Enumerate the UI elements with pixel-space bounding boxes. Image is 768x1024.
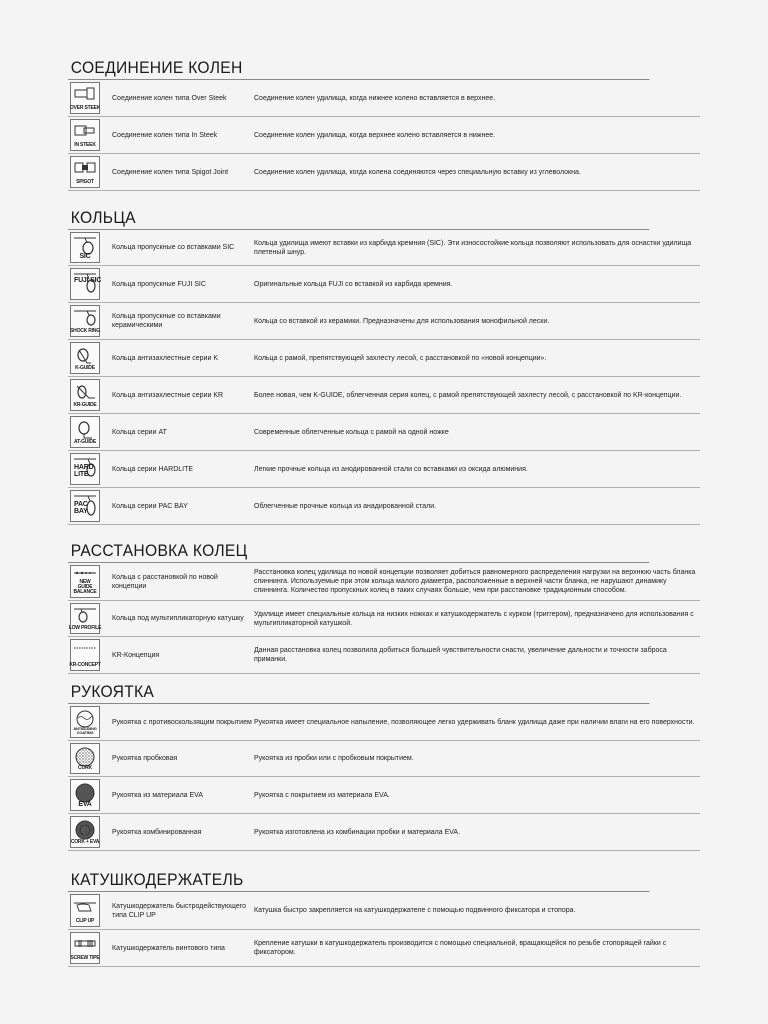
list-item (68, 704, 700, 741)
section-handle (68, 681, 700, 851)
item-name: Кольца пропускные со вставками SIC (112, 244, 235, 251)
list-item (68, 814, 700, 851)
list-item (68, 741, 700, 777)
eva-icon: EVA (70, 779, 100, 811)
item-description: Расстановка колец удилища по новой концепции позволяет добиться равномерного распределения нагрузки на верхнюю часть бланка спиннинга. Используемые при этом кольца малого диаметра, расположенные в верхней части бланка, не нарушают динамику спиннинга. Количество пропускных колец в таких случаях больше, чем при расстановке традиционным способом. (254, 569, 696, 594)
item-description: Легкие прочные кольца из анодированной стали со вставками из оксида алюминия. (254, 465, 528, 473)
clip-up-icon: CLIP UP (70, 894, 100, 927)
item-description: Кольца удилища имеют вставки из карбида кремния (SIC). Эти износостойкие кольца позволяют использовать для оснастки удилища плетеный шнур. (254, 239, 692, 256)
cork-icon: CORK (70, 743, 100, 774)
item-description: Рукоятка из пробки или с пробковым покрытием. (254, 755, 414, 762)
list-item (68, 414, 700, 451)
item-name: Кольца серии HARDLITE (112, 465, 194, 473)
k-guide-icon: K-GUIDE (70, 342, 100, 374)
item-name: Кольца антизахлестные серии K (112, 354, 219, 362)
list-item (68, 117, 700, 154)
list-item (68, 637, 700, 674)
item-description: Более новая, чем K-GUIDE, облегченная серия колец, с рамой препятствующей захлесту лесой, с расстановкой по KR-концепции. (254, 391, 682, 399)
item-description: Соединение колен удилища, когда нижнее колено вставляется в верхнее. (254, 94, 496, 102)
item-description: Рукоятка имеет специальное напыление, позволяющее легко удерживать бланк удилища даже при наличии влаги на его поверхности. (254, 718, 695, 726)
hardlite-icon: HARD LITE (70, 453, 100, 485)
list-item (68, 777, 700, 814)
section-title: РАССТАНОВКА КОЛЕЦ (68, 540, 649, 563)
section-placement (68, 540, 700, 674)
item-name: Кольца под мультипликаторную катушку (112, 615, 244, 622)
at-guide-icon: AT-GUIDE (70, 416, 100, 448)
list-item (68, 930, 700, 967)
item-name: Соединение колен типа Over Steek (112, 94, 227, 102)
item-description: Данная расстановка колец позволила добиться большей чувствительности снасти, увеличение дальности и точности заброса приманки. (254, 647, 667, 663)
low-profile-icon: LOW PROFILE (70, 603, 100, 634)
list-item (68, 80, 700, 117)
item-description: Соединение колен удилища, когда колена соединяются через специальную вставку из углеволокна. (254, 168, 581, 176)
item-name: Рукоятка из материала EVA (112, 791, 203, 799)
list-item (68, 340, 700, 377)
item-description: Удилище имеет специальные кольца на низких ножках и катушкодержатель с курком (триггером), предназначено для использования с мультипликаторной катушкой. (254, 610, 694, 627)
kr-concept-icon: KR-CONCEPT (70, 639, 100, 671)
list-item (68, 892, 700, 930)
cork-eva-icon: CORK + EVA (70, 816, 100, 848)
list-item (68, 230, 700, 266)
kr-guide-icon: KR-GUIDE (70, 379, 100, 411)
item-name: Кольца антизахлестные серии KR (112, 391, 224, 399)
item-name: KR-Концепция (112, 651, 160, 659)
section-title: СОЕДИНЕНИЕ КОЛЕН (68, 57, 649, 80)
new-guide-balance-icon: NEW GUIDE BALANCE (70, 565, 100, 598)
item-name: Кольца пропускные со вставками керамическими (112, 313, 221, 329)
item-description: Оригинальные кольца FUJI со вставкой из карбида кремния. (254, 280, 453, 288)
section-title: КОЛЬЦА (68, 207, 649, 230)
item-name: Рукоятка пробковая (112, 755, 178, 762)
item-description: Крепление катушки в катушкодержатель производится с помощью специальной, вращающейся по резьбе стопорящей гайки с фиксатором. (254, 940, 667, 956)
pac-bay-icon: PAC BAY (70, 490, 100, 522)
section-rings (68, 207, 700, 525)
item-name: Кольца пропускные FUJI SIC (112, 280, 206, 288)
list-item (68, 488, 700, 525)
sic-ring-icon: SIC (70, 232, 100, 263)
item-name: Соединение колен типа In Steek (112, 131, 218, 139)
item-description: Облегченные прочные кольца из анадированной стали. (254, 502, 437, 510)
item-name: Рукоятка с противоскользящим покрытием (112, 718, 252, 726)
section-joints (68, 57, 700, 191)
item-name: Катушкодержатель винтового типа (112, 944, 225, 952)
screw-tipe-icon: SCREW TIPE (70, 932, 100, 964)
list-item (68, 601, 700, 637)
item-description: Соединение колен удилища, когда верхнее колено вставляется в нижнее. (254, 131, 496, 139)
in-steek-icon: IN STEEK (70, 119, 100, 151)
section-reelseat (68, 869, 700, 967)
section-title: РУКОЯТКА (68, 681, 649, 704)
item-description: Кольца с рамой, препятствующей захлесту лесой, с расстановкой по «новой концепции». (254, 354, 547, 362)
list-item (68, 451, 700, 488)
item-description: Современные облегченные кольца с рамой на одной ножке (254, 428, 449, 436)
item-name: Кольца серии AT (112, 428, 167, 436)
item-description: Кольца со вставкой из керамики. Предназначены для использования монофильной лески. (254, 317, 550, 325)
list-item (68, 154, 700, 191)
item-description: Катушка быстро закрепляется на катушкодержателе с помощью подвинного фиксатора и стопора. (254, 907, 576, 914)
item-name: Кольца серии PAC BAY (112, 502, 188, 510)
antisliding-coating-icon: ANTISLIDING COATING (70, 706, 100, 738)
shock-ring-icon: SHOCK RING (70, 305, 100, 337)
list-item (68, 303, 700, 340)
item-name: Катушкодержатель быстродействующего типа CLIP UP (112, 902, 247, 919)
item-description: Рукоятка с покрытием из материала EVA. (254, 791, 390, 799)
over-steek-icon: OVER STEEK (70, 82, 100, 114)
fuji-sic-ring-icon: FUJI SIC (70, 268, 100, 300)
list-item (68, 266, 700, 303)
list-item (68, 563, 700, 601)
item-description: Рукоятка изготовлена из комбинации пробки и материала EVA. (254, 828, 461, 836)
spigot-icon: SPIGOT (70, 156, 100, 188)
item-name: Рукоятка комбинированная (112, 828, 202, 836)
list-item (68, 377, 700, 414)
section-title: КАТУШКОДЕРЖАТЕЛЬ (68, 869, 649, 892)
item-name: Соединение колен типа Spigot Joint (112, 168, 229, 176)
item-name: Кольца с расстановкой по новой концепции (112, 573, 218, 590)
